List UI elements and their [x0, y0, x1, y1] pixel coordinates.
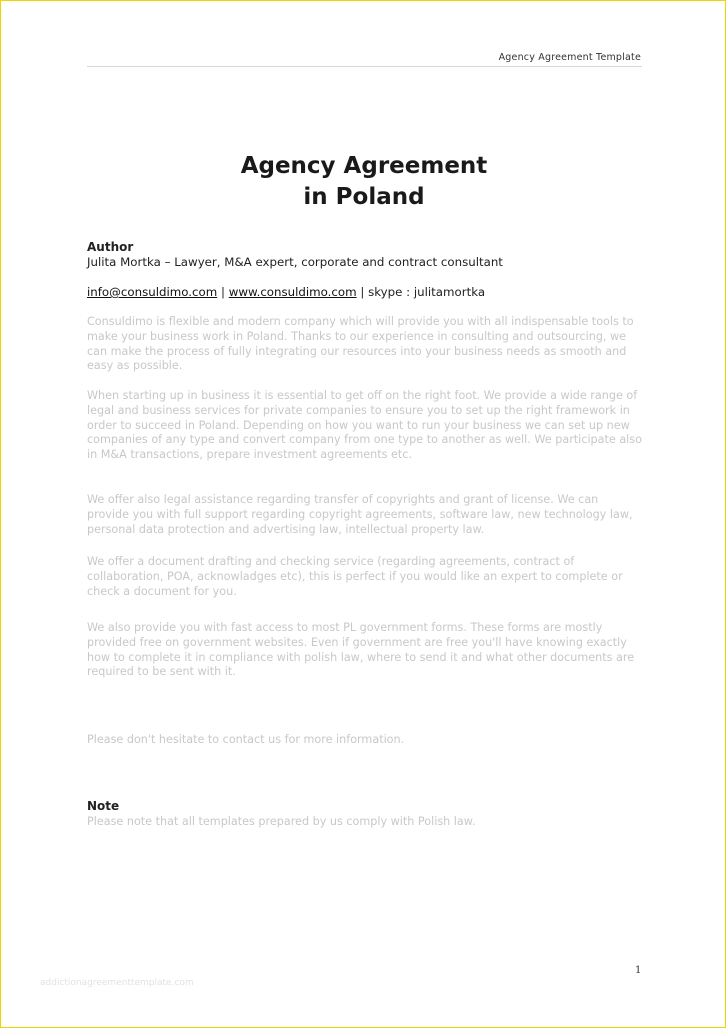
body-paragraph: We also provide you with fast access to most PL government forms. These forms are mostly provided free on government websites. Even if government are free you'll have knowing exactly how to complete it in compliance with polish law, where to send it and what other documents are required to be sent with it. [87, 621, 635, 679]
contact-separator: | [356, 285, 369, 299]
body-paragraph: We offer a document drafting and checking service (regarding agreements, contract of collaboration, POA, acknowladges etc), this is perfect if you would like an expert to complete or check a document for you. [87, 555, 623, 598]
header-label: Agency Agreement Template [498, 52, 641, 63]
body-paragraph: Consuldimo is flexible and modern company which will provide you with all indispensable tools to make your business work in Poland. Thanks to our experience in consulting and outsourcing, we can make the process of fully integrating our resources into your business needs as smooth and easy as possible. [87, 315, 634, 373]
author-text: Julita Mortka – Lawyer, M&A expert, corporate and contract consultant [87, 255, 503, 269]
body-paragraph: We offer also legal assistance regarding transfer of copyrights and grant of license. We can provide you with full support regarding copyright agreements, software law, new technology law, personal data protection and advertising law, intellectual property law. [87, 493, 633, 536]
header-rule [87, 66, 642, 67]
contact-separator: | [217, 285, 229, 299]
website-link[interactable]: www.consuldimo.com [228, 285, 357, 299]
watermark: addictionagreementtemplate.com [40, 978, 194, 988]
body-paragraph: When starting up in business it is essential to get off on the right foot. We provide a wide range of legal and business services for private companies to ensure you to set up the right framework in order to succeed in Poland. Depending on how you want to run your business we can set up new companies of any type and convert company from one type to another as well. We participate also in M&A transactions, prepare investment agreements etc. [87, 389, 642, 462]
body-paragraph: Please don't hesitate to contact us for more information. [87, 733, 405, 746]
document-title-line1: Agency Agreement [240, 153, 488, 179]
document-title-line2: in Poland [303, 184, 425, 210]
contact-line [87, 285, 643, 299]
author-heading: Author [87, 240, 134, 254]
note-heading: Note [87, 799, 120, 813]
skype-handle: skype : julitamortka [368, 285, 486, 299]
page-number: 1 [635, 965, 642, 976]
note-text: Please note that all templates prepared by us comply with Polish law. [87, 815, 476, 828]
email-link[interactable]: info@consuldimo.com [87, 285, 218, 299]
